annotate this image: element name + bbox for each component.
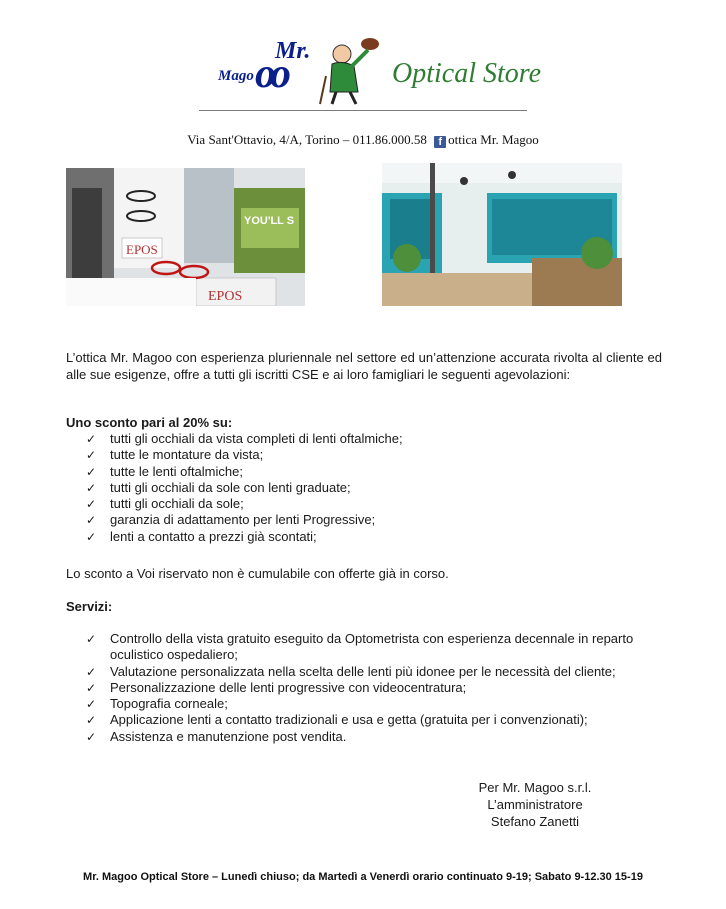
checkmark-icon: ✓ [86,513,97,528]
logo-mago-text: Mago [218,68,254,84]
intro-paragraph: L’ottica Mr. Magoo con esperienza pluriennale nel settore ed un’attenzione accurata rivolta al cliente ed alle sue esigenze, offre a tutti gli iscritti CSE e ai loro famigliari le seguenti agevolazioni: [66,350,662,382]
facebook-icon: f [434,136,446,148]
epos-box-text: EPOS [208,289,243,304]
list-item: ✓ Controllo della vista gratuito eseguito da Optometrista con esperienza decennale in reparto oculistico ospedaliero; [86,631,634,663]
logo-mr-text: Mr. [275,38,311,64]
shop-window-photo [66,168,305,306]
checkmark-icon: ✓ [86,680,97,695]
checkmark-icon: ✓ [86,432,97,446]
discount-note: Lo sconto a Voi riservato non è cumulabile con offerte già in corso. [66,566,449,581]
window-sign-text: YOU'LL S [244,215,295,227]
list-item: ✓ tutte le montature da vista; [86,447,264,463]
list-item: ✓ Assistenza e manutenzione post vendita. [86,728,347,744]
checkmark-icon: ✓ [86,713,97,728]
signature-block [455,779,615,830]
address-line [0,132,726,148]
list-item: ✓ Valutazione personalizzata nella scelta delle lenti più idonee per le necessità del cliente; [86,663,616,679]
facebook-link[interactable]: ottica Mr. Magoo [448,132,539,147]
checkmark-icon: ✓ [86,664,97,679]
list-item: ✓ tutti gli occhiali da vista completi di lenti oftalmiche; [86,431,403,446]
checkmark-icon: ✓ [86,480,97,495]
epos-sign-text: EPOS [126,242,158,257]
list-item: ✓ tutti gli occhiali da sole; [86,496,244,512]
checkmark-icon: ✓ [86,632,97,646]
signature-role: L’amministratore [487,797,583,812]
checkmark-icon: ✓ [86,464,97,479]
list-item: ✓ lenti a contatto a prezzi già scontati; [86,528,317,544]
logo-oo-text: oo [255,51,285,97]
discount-list [86,431,646,545]
checkmark-icon: ✓ [86,497,97,512]
signature-company: Per Mr. Magoo s.r.l. [478,780,592,795]
shop-interior-photo [382,163,622,306]
footer-opening-hours: Mr. Magoo Optical Store – Lunedì chiuso; da Martedì a Venerdì orario continuato 9-19; Sabato 9-12.30 15-19 [83,871,643,883]
mr-magoo-figure-icon [312,36,392,106]
address-text: Via Sant'Ottavio, 4/A, Torino – 011.86.000.58 [187,132,427,147]
services-heading: Servizi: [66,599,113,614]
checkmark-icon: ✓ [86,697,97,712]
discount-heading: Uno sconto pari al 20% su: [66,415,233,430]
signature-name: Stefano Zanetti [490,814,580,829]
header-divider [199,110,527,111]
list-item: ✓ tutte le lenti oftalmiche; [86,463,243,479]
checkmark-icon: ✓ [86,529,97,544]
checkmark-icon: ✓ [86,448,97,463]
list-item: ✓ Personalizzazione delle lenti progressive con videocentratura; [86,679,467,695]
list-item: ✓ tutti gli occhiali da sole con lenti graduate; [86,479,351,495]
list-item: ✓ garanzia di adattamento per lenti Progressive; [86,512,376,528]
services-list [86,631,656,745]
list-item: ✓ Topografia corneale; [86,696,228,712]
logo-store-text: Optical Store [392,58,542,89]
list-item: ✓ Applicazione lenti a contatto tradizionali e usa e getta (gratuita per i convenzionati); [86,712,588,728]
checkmark-icon: ✓ [86,729,97,744]
